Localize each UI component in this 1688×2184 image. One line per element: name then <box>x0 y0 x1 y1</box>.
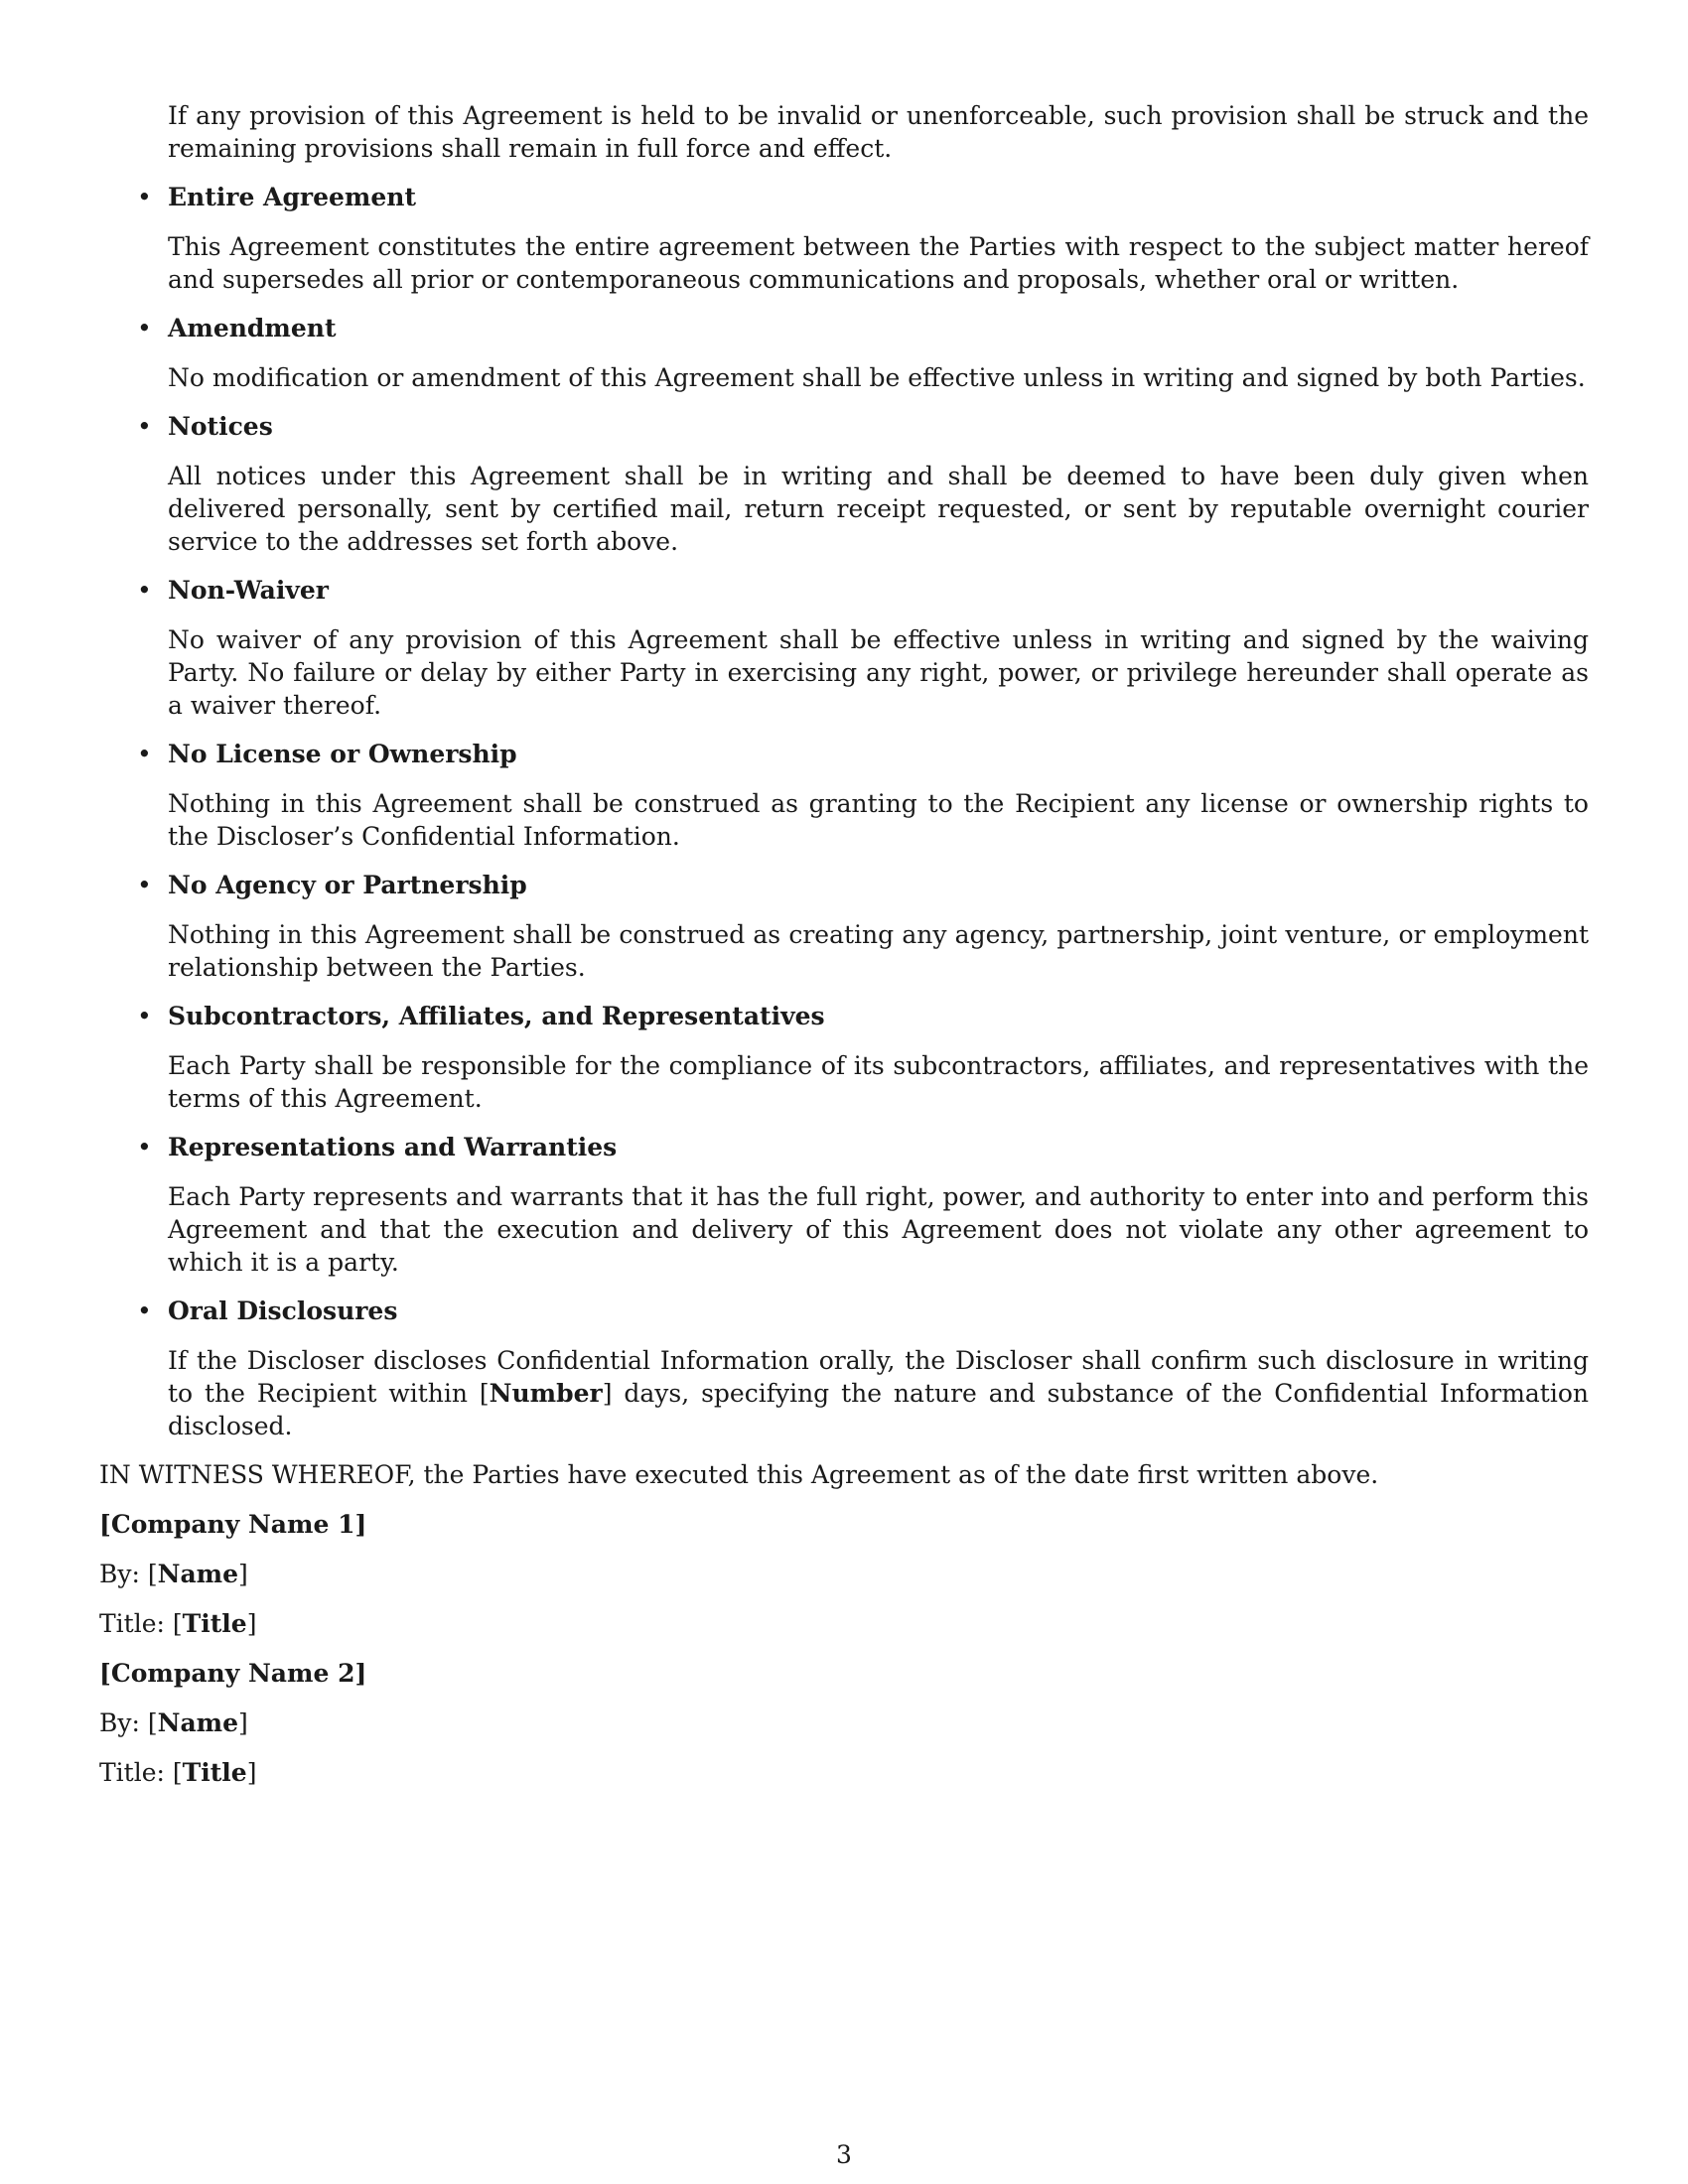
clause-body: Nothing in this Agreement shall be construed as creating any agency, partnership, joint venture, or employment relationship between the Parties. <box>168 920 1589 982</box>
clause-non-waiver <box>99 574 1589 722</box>
witness-statement: IN WITNESS WHEREOF, the Parties have executed this Agreement as of the date first written above. <box>99 1460 1379 1489</box>
title-label: Title: <box>99 1758 165 1787</box>
company-name-placeholder: Company Name 1 <box>110 1510 355 1539</box>
clause-title: Non-Waiver <box>168 576 329 605</box>
clause-title: Entire Agreement <box>168 183 416 211</box>
bullet-icon: • <box>137 412 152 441</box>
clause-body: Each Party shall be responsible for the compliance of its subcontractors, affiliates, and representatives with the terms of this Agreement. <box>168 1051 1589 1113</box>
signature-block-1 <box>99 1508 1589 1640</box>
company-name: [Company Name 1] <box>99 1510 367 1539</box>
clause-body <box>168 1344 1589 1442</box>
title-label: Title: <box>99 1609 165 1638</box>
bullet-icon: • <box>137 871 152 899</box>
name-placeholder: Name <box>157 1708 239 1737</box>
clause-entire-agreement <box>99 181 1589 296</box>
signatory-title-line: Title: [Title] <box>99 1758 257 1787</box>
company-name-placeholder: Company Name 2 <box>110 1659 355 1688</box>
title-placeholder: Title <box>182 1609 247 1638</box>
clause-body: This Agreement constitutes the entire agreement between the Parties with respect to the subject matter hereof and supersedes all prior or contemporaneous communications and proposals, whether oral or written. <box>168 232 1589 294</box>
clause-title: No Agency or Partnership <box>168 871 527 899</box>
bullet-icon: • <box>137 1297 152 1325</box>
clause-body: Nothing in this Agreement shall be construed as granting to the Recipient any license or ownership rights to the Discloser’s Confidential Information. <box>168 789 1589 851</box>
by-label: By: <box>99 1560 140 1588</box>
clause-notices <box>99 410 1589 558</box>
signature-block-2 <box>99 1657 1589 1789</box>
signatory-title-line: Title: [Title] <box>99 1609 257 1638</box>
clause-title: Representations and Warranties <box>168 1133 618 1161</box>
clause-no-agency <box>99 869 1589 984</box>
bullet-icon: • <box>137 1002 152 1030</box>
bullet-icon: • <box>137 1133 152 1161</box>
name-placeholder: Name <box>157 1560 239 1588</box>
signatory-by-line: By: [Name] <box>99 1708 248 1737</box>
clause-body: No waiver of any provision of this Agreement shall be effective unless in writing and signed by the waiving Party. No failure or delay by either Party in exercising any right, power, or privilege hereunder shall operate as a waiver thereof. <box>168 625 1589 720</box>
clause-body: No modification or amendment of this Agreement shall be effective unless in writing and signed by both Parties. <box>168 363 1586 392</box>
clause-amendment <box>99 312 1589 394</box>
clause-subcontractors <box>99 1000 1589 1115</box>
bullet-icon: • <box>137 740 152 768</box>
clause-body: Each Party represents and warrants that it has the full right, power, and authority to enter into and perform this Agreement and that the execution and delivery of this Agreement does not violate any other agreement to which it is a party. <box>168 1182 1589 1277</box>
clause-title: No License or Ownership <box>168 740 517 768</box>
severability-text: If any provision of this Agreement is held to be invalid or unenforceable, such provision shall be struck and the remaining provisions shall remain in full force and effect. <box>168 101 1589 163</box>
number-placeholder: Number <box>489 1379 603 1408</box>
clause-title: Subcontractors, Affiliates, and Representatives <box>168 1002 825 1030</box>
clause-body: All notices under this Agreement shall be in writing and shall be deemed to have been duly given when delivered personally, sent by certified mail, return receipt requested, or sent by reputable overnight courier service to the addresses set forth above. <box>168 462 1589 556</box>
clause-body-text: ] days, specifying the nature and substance of the Confidential Information disclosed. <box>168 1379 1589 1440</box>
clause-representations <box>99 1131 1589 1279</box>
clause-body-text: If the Discloser discloses Confidential Information orally, the Discloser shall confirm such disclosure in writing to the Recipient within [ <box>168 1346 1589 1408</box>
company-name: [Company Name 2] <box>99 1659 367 1688</box>
signatory-by-line: By: [Name] <box>99 1560 248 1588</box>
clause-title: Notices <box>168 412 273 441</box>
by-label: By: <box>99 1708 140 1737</box>
bullet-icon: • <box>137 183 152 211</box>
bullet-icon: • <box>137 576 152 605</box>
page-number: 3 <box>836 2140 852 2169</box>
clause-title: Oral Disclosures <box>168 1297 398 1325</box>
document-page <box>99 99 1589 1806</box>
clause-list <box>99 181 1589 1442</box>
bullet-icon: • <box>137 314 152 342</box>
clause-no-license <box>99 738 1589 853</box>
title-placeholder: Title <box>182 1758 247 1787</box>
clause-oral-disclosures <box>99 1295 1589 1442</box>
clause-title: Amendment <box>168 314 337 342</box>
